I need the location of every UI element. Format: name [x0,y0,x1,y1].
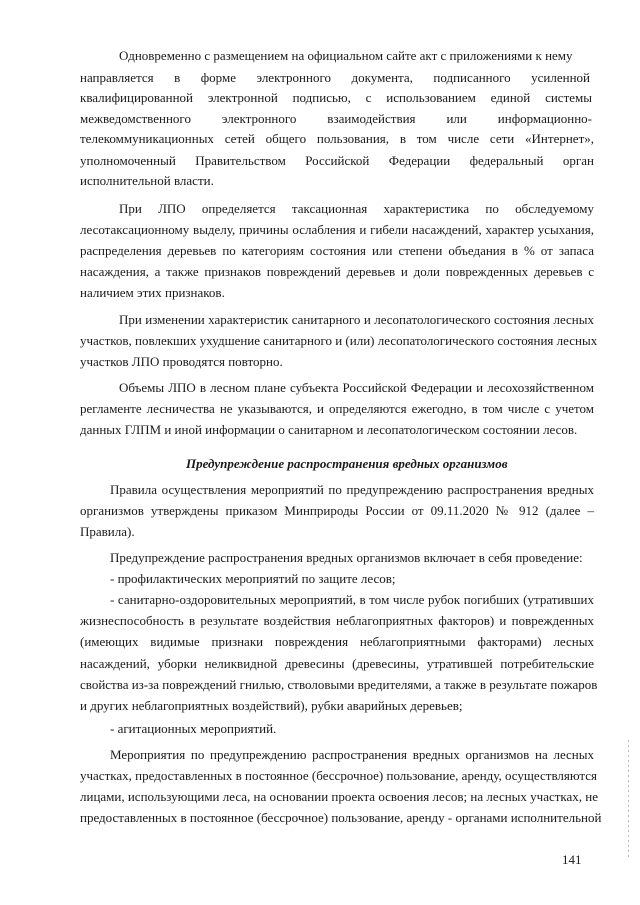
text-line: Мероприятия по предупреждению распространения вредных организмов на лесных [110,747,594,762]
text-line: Одновременно с размещением на официальном сайте акт с приложениями к нему [119,48,573,63]
text-line: лицами, использующими леса, на основании проекта освоения лесов; на лесных участках, не [80,789,599,804]
text-line: жизнеспособность в результате воздействия неблагоприятных факторов) и поврежденных [80,613,594,628]
text-line: наличием этих признаков. [80,285,225,300]
text-line: регламенте лесничества не указываются, и определяются ежегодно, в том числе с учетом [80,401,594,416]
text-line: межведомственного электронного взаимодействия или информационно- [80,111,592,126]
text-line: исполнительной власти. [80,173,214,188]
text-line: насаждения, а также признаков повреждений деревьев и доли поврежденных деревьев с [80,264,594,279]
text-line: свойства из-за повреждений гнилью, стволовыми вредителями, а также в результате пожаров [80,677,598,692]
text-line: участков, повлекших ухудшение санитарного и (или) лесопатологического состояния лесных [80,333,598,348]
text-line: Правила осуществления мероприятий по предупреждению распространения вредных [110,482,594,497]
list-item: - санитарно-оздоровительных мероприятий, в том числе рубок погибших (утративших [110,592,594,607]
text-line: участках, предоставленных в постоянное (бессрочное) пользование, аренду, осуществляются [80,768,598,783]
text-line: При изменении характеристик санитарного и лесопатологического состояния лесных [119,312,594,327]
list-item: - агитационных мероприятий. [110,721,277,736]
text-line: организмов утверждены приказом Минприроды России от 09.11.2020 № 912 (далее – [80,503,594,518]
text-line: Объемы ЛПО в лесном плане субъекта Российской Федерации и лесохозяйственном [119,380,594,395]
scan-edge-mark [628,740,629,860]
text-line: участков ЛПО проводятся повторно. [80,354,283,369]
text-line: направляется в форме электронного документа, подписанного усиленной [80,70,590,85]
text-line: лесотаксационному выделу, причины ослабления и гибели насаждений, характер усыхания, [80,222,594,237]
text-line: предоставленных в постоянное (бессрочное) пользование, аренду - органами исполнительной [80,810,602,825]
text-line: данных ГЛПМ и иной информации о санитарном и лесопатологическом состоянии лесов. [80,422,578,437]
text-line: телекоммуникационных сетей общего пользования, в том числе сети «Интернет», [80,131,594,146]
text-line: При ЛПО определяется таксационная характеристика по обследуемому [119,201,594,216]
text-line: уполномоченный Правительством Российской Федерации федеральный орган [80,153,594,168]
text-line: и других неблагоприятных воздействий), рубки аварийных деревьев; [80,698,463,713]
text-line: (имеющих видимые признаки повреждения неблагоприятными факторами) лесных [80,634,594,649]
text-line: квалифицированной электронной подписью, с использованием единой системы [80,90,592,105]
text-line: насаждений, уборки неликвидной древесины (древесины, утратившей потребительские [80,656,594,671]
section-heading: Предупреждение распространения вредных организмов [186,456,508,471]
list-item: - профилактических мероприятий по защите лесов; [110,571,396,586]
text-line: Предупреждение распространения вредных организмов включает в себя проведение: [110,550,583,565]
page-number: 141 [562,852,582,867]
text-line: распределения деревьев по категориям состояния или степени объедания в % от запаса [80,243,594,258]
text-line: Правила). [80,524,135,539]
